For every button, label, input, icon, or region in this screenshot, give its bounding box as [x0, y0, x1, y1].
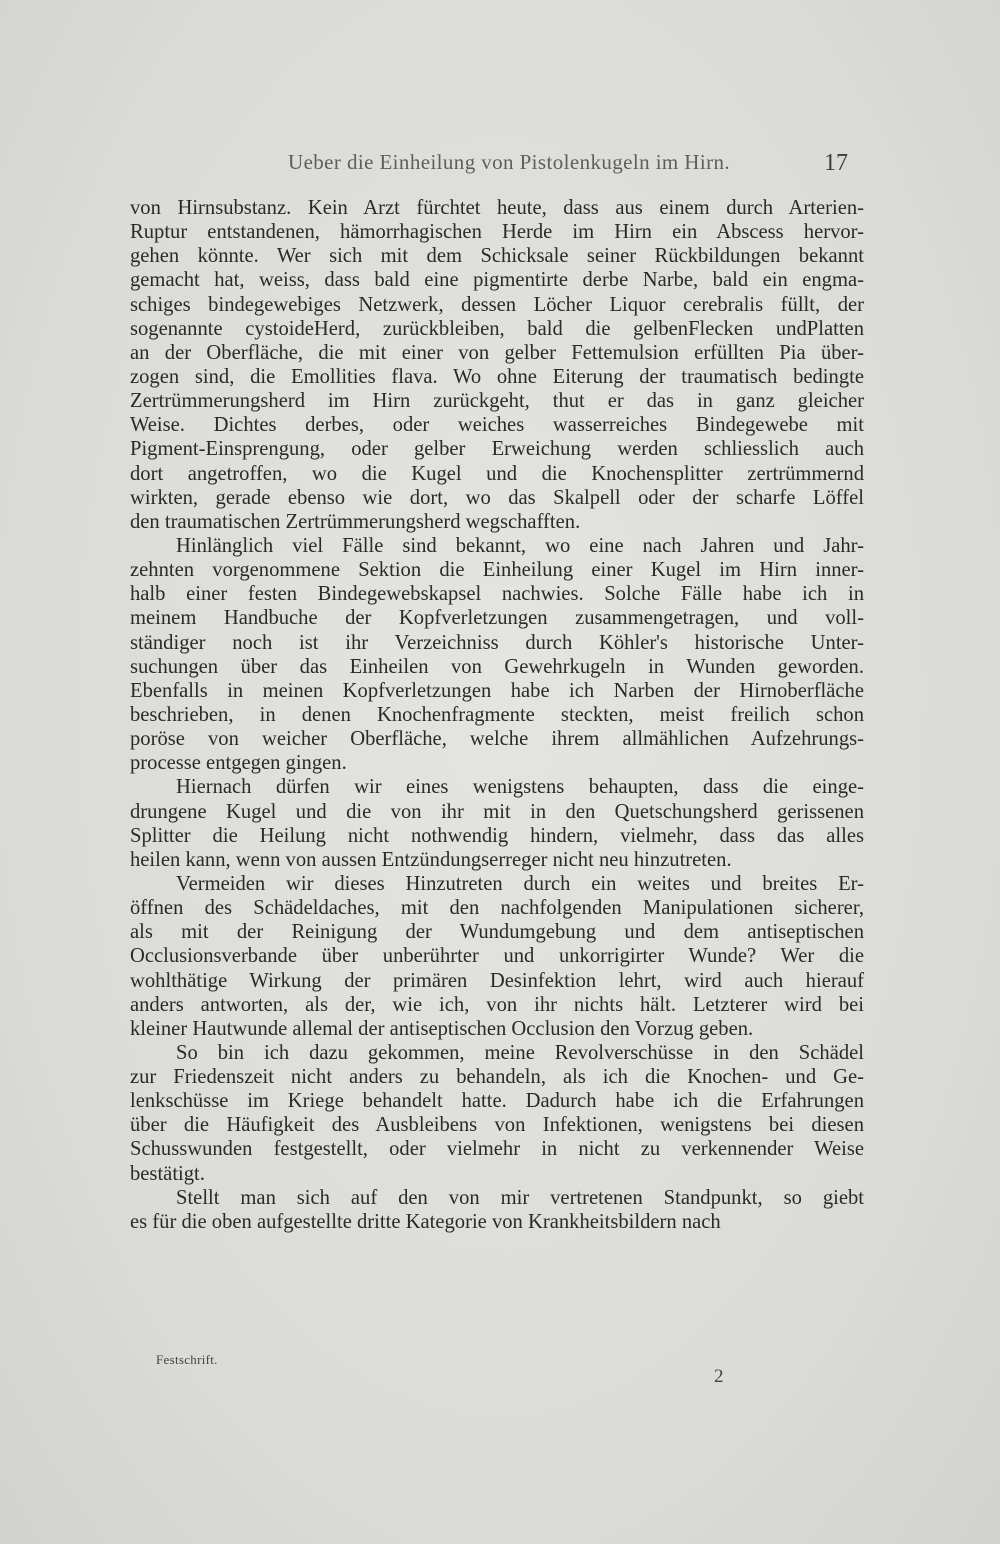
paragraph: [130, 775, 864, 872]
text-line: poröse von weicher Oberfläche, welche ihrem allmählichen Aufzehrungs-: [130, 728, 864, 751]
text-line: Weise. Dichtes derbes, oder weiches wasserreiches Bindegewebe mit: [130, 414, 864, 437]
text-line: Hinlänglich viel Fälle sind bekannt, wo eine nach Jahren und Jahr-: [176, 534, 864, 557]
sheet-number: 2: [714, 1366, 724, 1387]
text-line: als mit der Reinigung der Wundumgebung und dem antiseptischen: [130, 921, 864, 944]
text-line: bestätigt.: [130, 1162, 205, 1185]
paragraph: [130, 1186, 864, 1234]
text-line: Ebenfalls in meinen Kopfverletzungen habe ich Narben der Hirnoberfläche: [130, 679, 864, 702]
text-line: beschrieben, in denen Knochenfragmente steckten, meist freilich schon: [130, 703, 864, 726]
text-line: zehnten vorgenommene Sektion die Einheilung einer Kugel im Hirn inner-: [130, 559, 864, 582]
text-line: sogenannte cystoideHerd, zurückbleiben, bald die gelbenFlecken undPlatten: [130, 317, 864, 340]
text-line: über die Häufigkeit des Ausbleibens von Infektionen, wenigstens bei diesen: [130, 1114, 864, 1137]
text-line: heilen kann, wenn von aussen Entzündungserreger nicht neu hinzutreten.: [130, 848, 732, 871]
text-line: Ruptur entstandenen, hämorrhagischen Herde im Hirn ein Abscess hervor-: [130, 221, 864, 244]
text-line: dort angetroffen, wo die Kugel und die Knochensplitter zertrümmernd: [130, 462, 864, 485]
text-line: schiges bindegewebiges Netzwerk, dessen Löcher Liquor cerebralis füllt, der: [130, 293, 864, 316]
text-line: von Hirnsubstanz. Kein Arzt fürchtet heute, dass aus einem durch Arterien-: [130, 197, 864, 219]
paragraph: [130, 534, 864, 775]
text-line: lenkschüsse im Kriege behandelt hatte. Dadurch habe ich die Erfahrungen: [130, 1090, 864, 1113]
page-number: 17: [824, 150, 848, 176]
text-line: processe entgegen gingen.: [130, 752, 347, 775]
page-footer: [156, 1352, 724, 1392]
text-line: Splitter die Heilung nicht nothwendig hindern, vielmehr, dass das alles: [130, 824, 864, 847]
text-line: anders antworten, als der, wie ich, von ihr nichts hält. Letzterer wird bei: [130, 993, 864, 1016]
text-line: Vermeiden wir dieses Hinzutreten durch ein weites und breites Er-: [176, 872, 864, 895]
text-line: Stellt man sich auf den von mir vertretenen Standpunkt, so giebt: [176, 1186, 864, 1209]
body-text: [130, 196, 864, 1234]
text-line: Schusswunden festgestellt, oder vielmehr in nicht zu verkennender Weise: [130, 1138, 864, 1161]
text-line: zur Friedenszeit nicht anders zu behandeln, als ich die Knochen- und Ge-: [130, 1066, 864, 1089]
running-head: Ueber die Einheilung von Pistolenkugeln im Hirn.: [288, 150, 731, 174]
page-header: [130, 146, 852, 180]
text-line: ständiger noch ist ihr Verzeichniss durch Köhler's historische Unter-: [130, 631, 864, 654]
paragraph: [130, 1041, 864, 1186]
printer-signature: Festschrift.: [156, 1352, 218, 1367]
text-line: Occlusionsverbande über unberührter und unkorrigirter Wunde? Wer die: [130, 945, 864, 968]
paragraph: [130, 872, 864, 1041]
text-line: suchungen über das Einheilen von Gewehrkugeln in Wunden geworden.: [130, 655, 864, 678]
text-line: meinem Handbuche der Kopfverletzungen zusammengetragen, und voll-: [130, 607, 864, 630]
text-line: kleiner Hautwunde allemal der antiseptischen Occlusion den Vorzug geben.: [130, 1017, 754, 1040]
text-line: halb einer festen Bindegewebskapsel nachwies. Solche Fälle habe ich in: [130, 583, 864, 606]
text-line: Pigment-Einsprengung, oder gelber Erweichung werden schliesslich auch: [130, 438, 864, 461]
text-line: gehen könnte. Wer sich mit dem Schicksale seiner Rückbildungen bekannt: [130, 245, 864, 268]
text-line: drungene Kugel und die von ihr mit in den Quetschungsherd gerissenen: [130, 800, 864, 823]
text-line: gemacht hat, weiss, dass bald eine pigmentirte derbe Narbe, bald ein engma-: [130, 269, 864, 292]
text-line: den traumatischen Zertrümmerungsherd wegschafften.: [130, 510, 581, 533]
text-line: Zertrümmerungsherd im Hirn zurückgeht, thut er das in ganz gleicher: [130, 390, 864, 413]
paragraph: [130, 196, 864, 534]
text-line: So bin ich dazu gekommen, meine Revolverschüsse in den Schädel: [176, 1041, 864, 1064]
text-line: öffnen des Schädeldaches, mit den nachfolgenden Manipulationen sicherer,: [130, 897, 864, 920]
text-line: zogen sind, die Emollities flava. Wo ohne Eiterung der traumatisch bedingte: [130, 365, 864, 388]
text-line: wohlthätige Wirkung der primären Desinfektion lehrt, wird auch hierauf: [130, 969, 864, 992]
text-line: Hiernach dürfen wir eines wenigstens behaupten, dass die einge-: [176, 776, 864, 799]
text-line: wirkten, gerade ebenso wie dort, wo das Skalpell oder der scharfe Löffel: [130, 486, 864, 509]
text-line: es für die oben aufgestellte dritte Kategorie von Krankheitsbildern nach: [130, 1210, 721, 1233]
text-line: an der Oberfläche, die mit einer von gelber Fettemulsion erfüllten Pia über-: [130, 341, 864, 364]
